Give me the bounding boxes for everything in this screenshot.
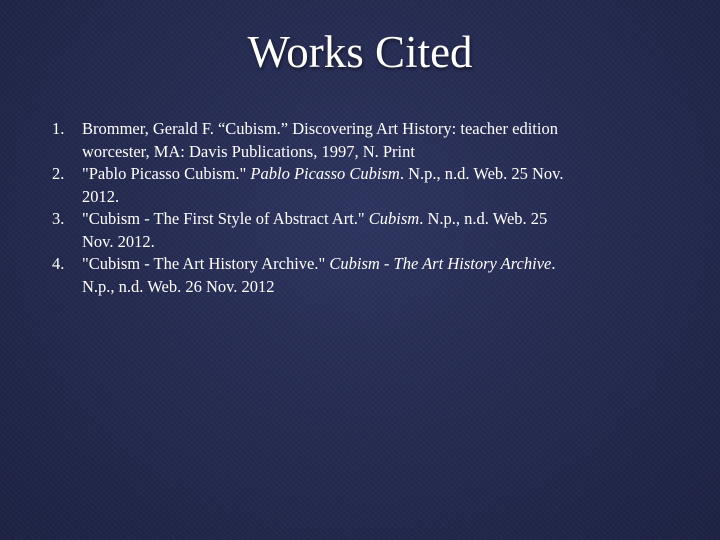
reference-text-tail: . N.p., n.d. Web. 25 Nov. 2012. [82, 209, 548, 251]
reference-text-tail: . N.p., n.d. Web. 26 Nov. 2012 [82, 254, 556, 296]
reference-number: 3. [52, 209, 65, 228]
reference-text-tail: . N.p., n.d. Web. 25 Nov. 2012. [82, 164, 564, 206]
reference-italic-title: Cubism [368, 209, 420, 228]
reference-item-4 [52, 253, 582, 298]
reference-number: 4. [52, 254, 65, 273]
reference-text: "Cubism - The First Style of Abstract Art." [82, 209, 369, 228]
slide-title: Works Cited [247, 27, 473, 77]
reference-item-3 [52, 208, 582, 253]
reference-text: "Pablo Picasso Cubism." [82, 164, 251, 183]
works-cited-list [52, 118, 582, 298]
reference-number: 1. [52, 119, 65, 138]
reference-italic-title: Pablo Picasso Cubism [250, 164, 400, 183]
reference-number: 2. [52, 164, 65, 183]
reference-item-2 [52, 163, 582, 208]
reference-text: Brommer, Gerald F. “Cubism.” Discovering Art History: teacher edition worcester, MA: Davis Publications, 1997, N. Print [82, 119, 558, 161]
reference-text: "Cubism - The Art History Archive." [82, 254, 330, 273]
reference-italic-title: Cubism - The Art History Archive [329, 254, 552, 273]
reference-item-1 [52, 118, 582, 163]
